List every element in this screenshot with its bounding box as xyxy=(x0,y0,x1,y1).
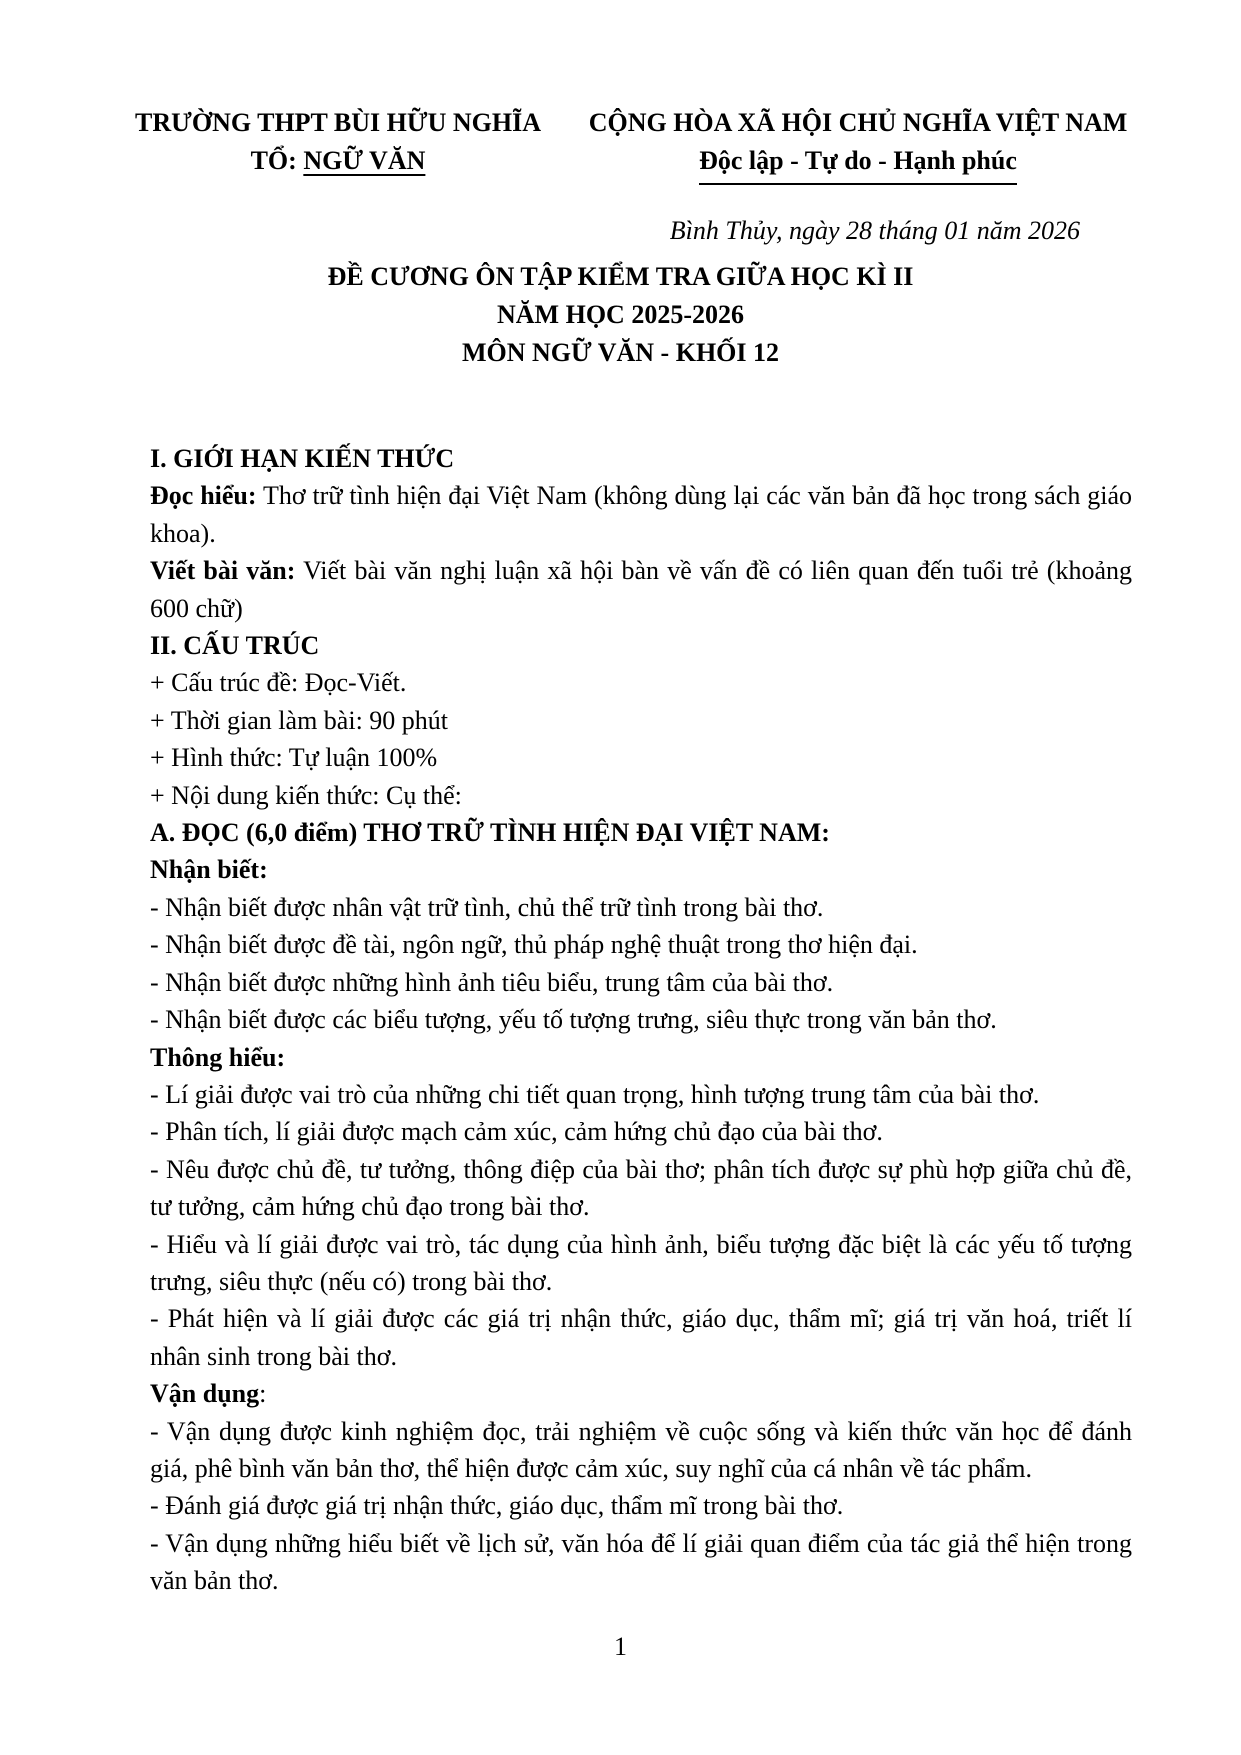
structure-item: + Thời gian làm bài: 90 phút xyxy=(150,705,449,735)
header-right xyxy=(568,104,1148,185)
thong-hieu-item: - Lí giải được vai trò của những chi tiết quan trọng, hình tượng trung tâm của bài thơ. xyxy=(150,1079,1040,1109)
page-number: 1 xyxy=(614,1632,627,1661)
van-dung-label: Vận dụng xyxy=(150,1379,260,1409)
structure-item: + Nội dung kiến thức: Cụ thể: xyxy=(150,780,462,810)
doc-hieu-paragraph xyxy=(150,477,1132,552)
thong-hieu-item: - Nêu được chủ đề, tư tưởng, thông điệp của bài thơ; phân tích được sự phù hợp giữa chủ đề, tư tưởng, cảm hứng chủ đạo trong bài thơ. xyxy=(150,1154,1132,1222)
document-title: ĐỀ CƯƠNG ÔN TẬP KIỂM TRA GIỮA HỌC KÌ II xyxy=(327,262,914,291)
viet-paragraph xyxy=(150,552,1132,627)
national-motto: Độc lập - Tự do - Hạnh phúc xyxy=(699,142,1017,185)
doc-hieu-label: Đọc hiểu: xyxy=(150,481,257,511)
date-line: Bình Thủy, ngày 28 tháng 01 năm 2026 xyxy=(669,216,1080,245)
section-2-heading: II. CẤU TRÚC xyxy=(150,631,320,661)
department-line xyxy=(118,142,558,180)
header-left xyxy=(118,104,558,180)
nhan-biet-label: Nhận biết: xyxy=(150,855,268,885)
section-a-heading: A. ĐỌC (6,0 điểm) THƠ TRỮ TÌNH HIỆN ĐẠI VIỆT NAM: xyxy=(150,818,830,848)
thong-hieu-item: - Phân tích, lí giải được mạch cảm xúc, cảm hứng chủ đạo của bài thơ. xyxy=(150,1117,883,1147)
viet-label: Viết bài văn: xyxy=(150,556,296,586)
school-name: TRƯỜNG THPT BÙI HỮU NGHĨA xyxy=(135,108,541,137)
section-1-heading: I. GIỚI HẠN KIẾN THỨC xyxy=(150,444,455,473)
nhan-biet-item: - Nhận biết được nhân vật trữ tình, chủ thể trữ tình trong bài thơ. xyxy=(150,892,824,922)
structure-item: + Cấu trúc đề: Đọc-Viết. xyxy=(150,668,407,698)
subject-grade: MÔN NGỮ VĂN - KHỐI 12 xyxy=(461,338,780,367)
nation-name: CỘNG HÒA XÃ HỘI CHỦ NGHĨA VIỆT NAM xyxy=(588,108,1128,137)
thong-hieu-label: Thông hiểu: xyxy=(150,1042,286,1072)
van-dung-colon: : xyxy=(259,1379,267,1409)
structure-item: + Hình thức: Tự luận 100% xyxy=(150,743,438,773)
van-dung-item: - Vận dụng được kinh nghiệm đọc, trải nghiệm về cuộc sống và kiến thức văn học để đánh giá, phê bình văn bản thơ, thể hiện được cảm xúc, suy nghĩ của cá nhân về tác phẩm. xyxy=(150,1416,1132,1483)
document-body xyxy=(150,440,1132,1600)
van-dung-item: - Đánh giá được giá trị nhận thức, giáo dục, thẩm mĩ trong bài thơ. xyxy=(150,1491,844,1521)
nhan-biet-item: - Nhận biết được đề tài, ngôn ngữ, thủ pháp nghệ thuật trong thơ hiện đại. xyxy=(150,930,918,960)
nhan-biet-item: - Nhận biết được các biểu tượng, yếu tố tượng trưng, siêu thực trong văn bản thơ. xyxy=(150,1005,997,1035)
nhan-biet-item: - Nhận biết được những hình ảnh tiêu biểu, trung tâm của bài thơ. xyxy=(150,967,834,997)
thong-hieu-item: - Phát hiện và lí giải được các giá trị nhận thức, giáo dục, thẩm mĩ; giá trị văn hoá, triết lí nhân sinh trong bài thơ. xyxy=(150,1304,1132,1371)
thong-hieu-item: - Hiểu và lí giải được vai trò, tác dụng của hình ảnh, biểu tượng đặc biệt là các yếu tố tượng trưng, siêu thực (nếu có) trong bài thơ. xyxy=(150,1229,1132,1296)
doc-hieu-text: Thơ trữ tình hiện đại Việt Nam (không dùng lại các văn bản đã học trong sách giáo khoa). xyxy=(150,481,1132,548)
van-dung-item: - Vận dụng những hiểu biết về lịch sử, văn hóa để lí giải quan điểm của tác giả thể hiện trong văn bản thơ. xyxy=(150,1528,1132,1596)
van-dung-heading xyxy=(150,1375,1132,1412)
school-year: NĂM HỌC 2025-2026 xyxy=(497,300,744,329)
department-name: NGỮ VĂN xyxy=(303,146,426,175)
department-prefix: TỔ: xyxy=(250,146,297,175)
viet-text: Viết bài văn nghị luận xã hội bàn về vấn đề có liên quan đến tuổi trẻ (khoảng 600 chữ) xyxy=(150,556,1132,623)
